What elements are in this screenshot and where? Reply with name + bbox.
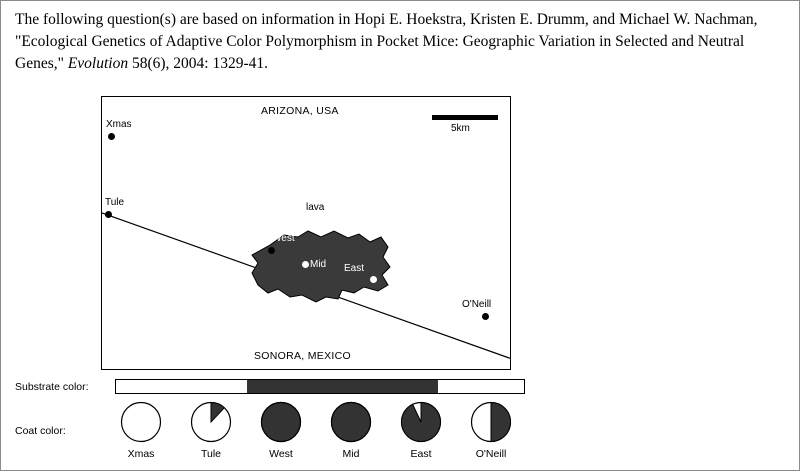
coat-color-pie-cell (189, 401, 233, 460)
site-dot-oneill (482, 313, 489, 320)
scale-bar-label: 5km (451, 123, 470, 134)
site-label-west: West (272, 233, 295, 244)
coat-color-row (15, 401, 555, 471)
site-dot-east (370, 276, 377, 283)
site-dot-mid (302, 261, 309, 268)
coat-color-pie-list (119, 401, 513, 460)
coat-color-pie-label: Xmas (127, 448, 155, 460)
coat-color-pie-cell (119, 401, 163, 460)
intro-line-2: Michael W. Nachman, "Ecological Genetics of Adaptive Color Polymorphism in Pocket Mice: (15, 11, 758, 50)
coat-color-pie-tule (190, 401, 232, 443)
map-title-arizona: ARIZONA, USA (261, 105, 339, 117)
coat-color-pie-cell (469, 401, 513, 460)
map-title-sonora: SONORA, MEXICO (254, 350, 351, 362)
intro-line-1: The following question(s) are based on information in Hopi E. Hoekstra, Kristen E. Drumm, and (15, 11, 616, 28)
lava-label: lava (306, 202, 325, 213)
site-dot-west (268, 247, 275, 254)
site-label-mid: Mid (310, 259, 327, 270)
substrate-segment-light-east (438, 380, 524, 393)
site-label-xmas: Xmas (106, 119, 132, 130)
substrate-segment-dark-lava (247, 380, 439, 393)
substrate-color-row (15, 379, 535, 397)
coat-color-pie-mid (330, 401, 372, 443)
site-label-oneill: O'Neill (462, 299, 492, 310)
figure-map (101, 96, 513, 370)
site-label-east: East (344, 263, 365, 274)
map-graphics (102, 97, 511, 370)
coat-color-pie-label: West (269, 448, 293, 460)
coat-color-pie-label: O'Neill (475, 448, 507, 460)
intro-citation-tail: 58(6), 2004: 1329-41. (128, 55, 269, 72)
coat-color-label: Coat color: (15, 425, 66, 437)
intro-paragraph (15, 9, 787, 75)
coat-color-pie-oneill (470, 401, 512, 443)
coat-color-pie-xmas (120, 401, 162, 443)
journal-name: Evolution (67, 55, 129, 72)
coat-color-pie-label: Mid (342, 448, 360, 460)
coat-color-pie-label: Tule (200, 448, 222, 460)
substrate-color-label: Substrate color: (15, 381, 89, 393)
coat-color-pie-west (260, 401, 302, 443)
coat-color-pie-cell (399, 401, 443, 460)
map-panel (101, 96, 511, 370)
substrate-segment-light-west (116, 380, 247, 393)
coat-color-pie-label: East (410, 448, 432, 460)
site-dot-xmas (108, 133, 115, 140)
coat-color-pie-cell (259, 401, 303, 460)
scale-bar (432, 115, 498, 120)
intro-line-3: Geographic Variation in Selected and Neutral Genes," (15, 33, 745, 72)
coat-color-pie-east (400, 401, 442, 443)
site-label-tule: Tule (105, 197, 125, 208)
substrate-color-strip (115, 379, 525, 394)
site-dot-tule (105, 211, 112, 218)
coat-color-pie-cell (329, 401, 373, 460)
